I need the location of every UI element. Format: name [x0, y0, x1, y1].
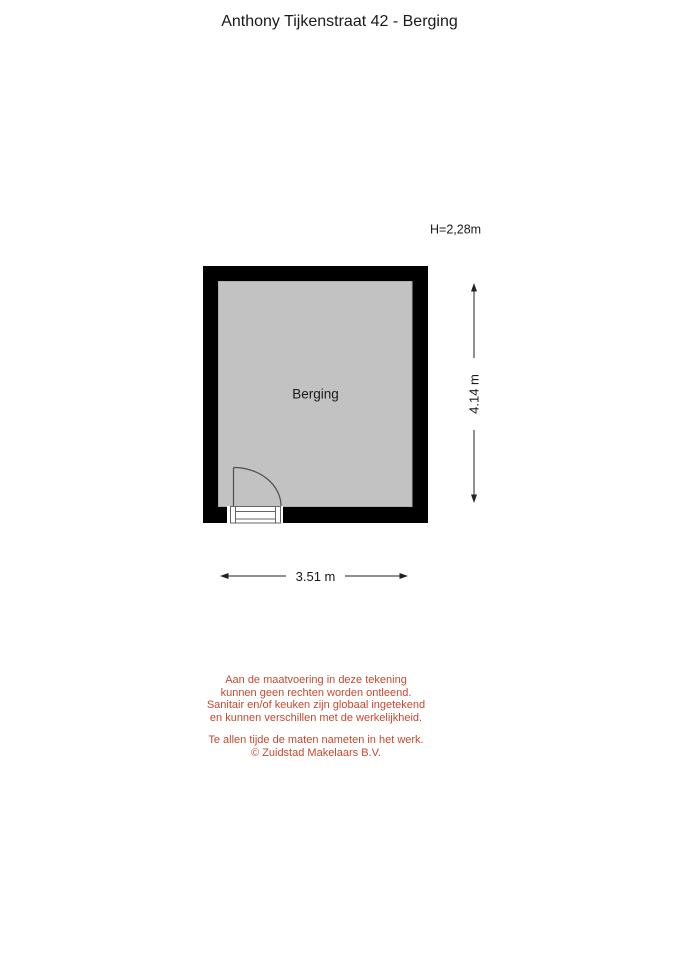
arrow-down-icon: [471, 495, 477, 504]
height-dimension: [467, 283, 482, 503]
width-dimension-label: 3.51 m: [295, 569, 336, 584]
disclaimer-paragraph: [66, 674, 566, 724]
arrow-left-icon: [220, 573, 229, 579]
copyright-line: © Zuidstad Makelaars B.V.: [251, 746, 381, 759]
disclaimer-line: Te allen tijde de maten nameten in het werk.: [208, 734, 424, 746]
disclaimer-line: Aan de maatvoering in deze tekening: [225, 674, 407, 686]
disclaimer-block: [66, 674, 566, 759]
ceiling-height-label: H=2,28m: [430, 222, 482, 237]
height-dimension-label: 4.14 m: [466, 374, 482, 414]
disclaimer-note: [66, 734, 566, 759]
disclaimer-line: Sanitair en/of keuken zijn globaal ingetekend: [206, 699, 426, 711]
door-threshold: [231, 507, 281, 524]
disclaimer-line: kunnen geen rechten worden ontleend.: [220, 686, 412, 699]
arrow-right-icon: [400, 573, 409, 579]
arrow-up-icon: [471, 283, 477, 292]
disclaimer-line: en kunnen verschillen met de werkelijkheid.: [209, 711, 423, 724]
room-label: Berging: [292, 386, 339, 402]
page-title: Anthony Tijkenstraat 42 - Berging: [221, 13, 458, 30]
door-jamb-left: [231, 507, 236, 524]
door-jamb-right: [276, 507, 281, 524]
width-dimension: [220, 569, 408, 584]
